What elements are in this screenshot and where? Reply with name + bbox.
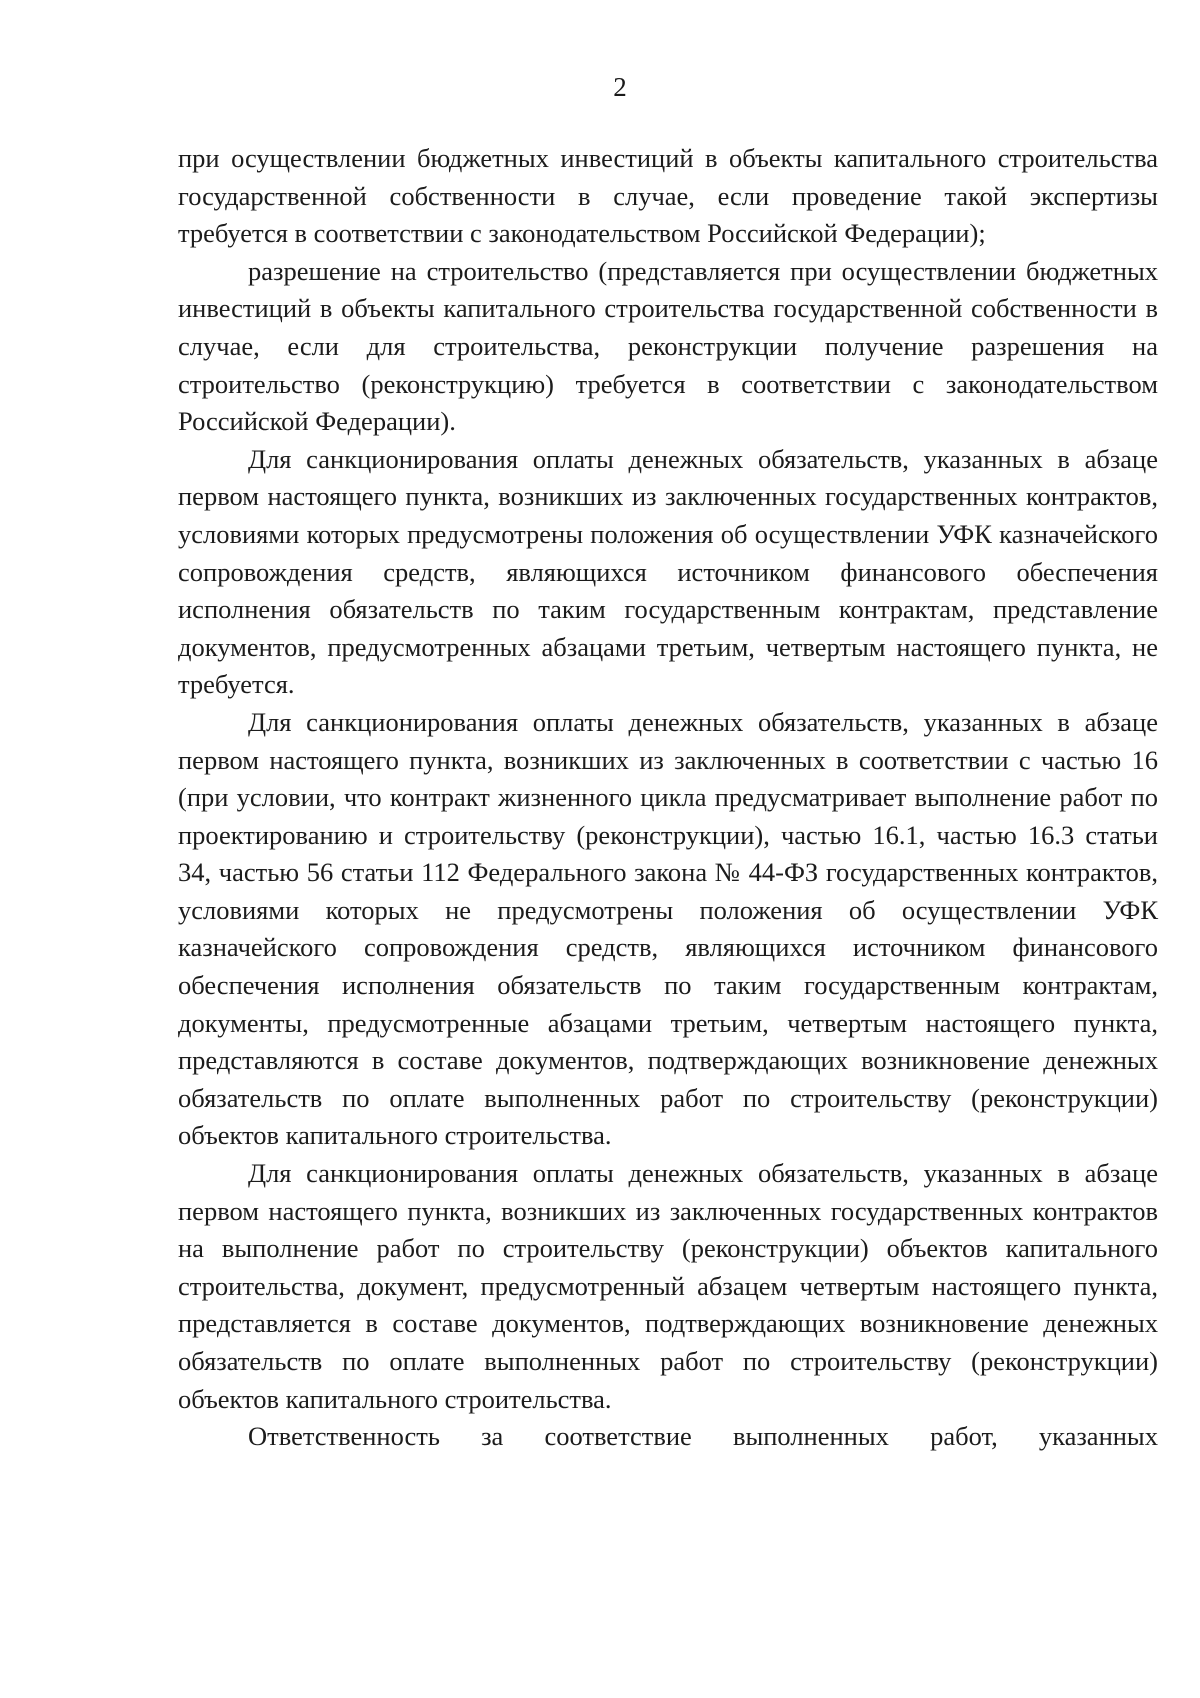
paragraph-responsibility: Ответственность за соответствие выполненных работ, указанных — [248, 1421, 1158, 1452]
paragraph-expertise-continuation: при осуществлении бюджетных инвестиций в объекты капитального строительства государственной собственности в случае, если проведение такой экспертизы требуется в соответствии с законодательством Российской Федерации); — [178, 143, 1158, 249]
paragraph-construction-permit: разрешение на строительство (представляется при осуществлении бюджетных инвестиций в объекты капитального строительства государственной собственности в случае, если для строительства, реконструкции получение разрешения на строительство (реконструкцию) требуется в соответствии с законодательством Российской Федерации). — [178, 255, 1158, 437]
paragraph-construction-contracts: Для санкционирования оплаты денежных обязательств, указанных в абзаце первом настоящего пункта, возникших из заключенных государственных контрактов на выполнение работ по строительству (реконструкции) объектов капитального строительства, документ, предусмотренный абзацем четвертым настоящего пункта, представляется в составе документов, подтверждающих возникновение денежных обязательств по оплате выполненных работ по строительству (реконструкции) объектов капитального строительства. — [178, 1158, 1158, 1414]
paragraph-treasury-support: Для санкционирования оплаты денежных обязательств, указанных в абзаце первом настоящего пункта, возникших из заключенных государственных контрактов, условиями которых предусмотрены положения об осуществлении УФК казначейского сопровождения средств, являющихся источником финансового обеспечения исполнения обязательств по таким государственным контрактам, представление документов, предусмотренных абзацами третьим, четвертым настоящего пункта, не требуется. — [178, 443, 1158, 700]
document-body — [178, 140, 1158, 1456]
paragraph-lifecycle-contracts: Для санкционирования оплаты денежных обязательств, указанных в абзаце первом настоящего пункта, возникших из заключенных в соответствии с частью 16 (при условии, что контракт жизненного цикла предусматривает выполнение работ по проектированию и строительству (реконструкции), частью 16.1, частью 16.3 статьи 34, частью 56 статьи 112 Федерального закона № 44-ФЗ государственных контрактов, условиями которых не предусмотрены положения об осуществлении УФК казначейского сопровождения средств, являющихся источником финансового обеспечения исполнения обязательств по таким государственным контрактам, документы, предусмотренные абзацами третьим, четвертым настоящего пункта, представляются в составе документов, подтверждающих возникновение денежных обязательств по оплате выполненных работ по строительству (реконструкции) объектов капитального строительства. — [178, 706, 1158, 1151]
page-number: 2 — [613, 72, 627, 102]
